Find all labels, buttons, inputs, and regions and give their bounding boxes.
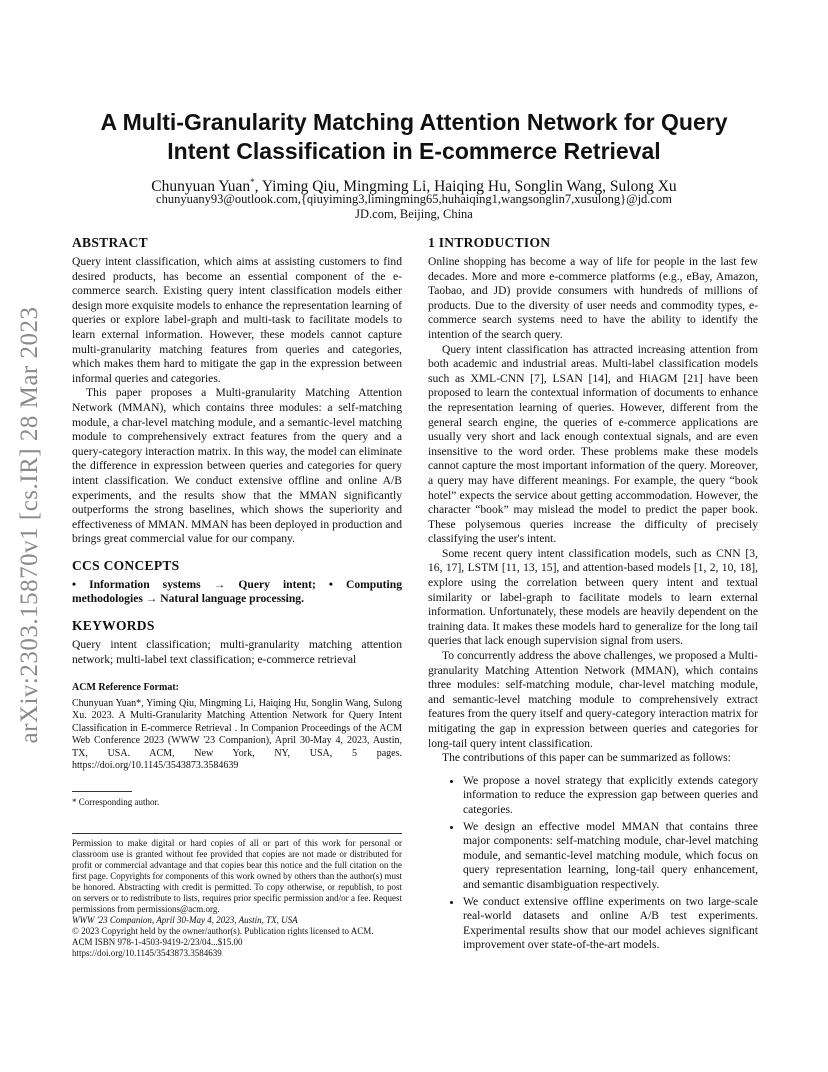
intro-paragraph-3: Some recent query intent classification models, such as CNN [3, 16, 17], LSTM [11, 13, 15], and attention-based models [1, 2, 10, 18], explore using the correlation between query intent and textual similarity or label-graph to facilitate models to learn external information. Unfortunately, these models are heavily dependent on the training data. It makes these models hard to generalize for the long tail queries that lack enough supervision signal from users. [428,546,758,648]
author-emails: chunyuany93@outlook.com,{qiuyiming3,limingming65,huhaiqing1,wangsonglin7,xusulong}@jd.com [156,192,672,206]
intro-paragraph-4: To concurrently address the above challenges, we proposed a Multi-granularity Matching Attention Network (MMAN), which contains three modules: self-matching module, char-level matching module, and semantic-level matching module to comprehensively extract features from the query itself and query-category interaction matrix for mitigating the gap in expression between queries and categories for long-tail query intent classification. [428,649,758,750]
ccs-concepts: • Information systems → Query intent; • Computing methodologies → Natural language processing. [72,577,402,606]
arxiv-stamp: arXiv:2303.15870v1 [cs.IR] 28 Mar 2023 [16,306,43,744]
list-item: • We propose a novel strategy that explicitly extends category information to reduce the expression gap between queries and categories. [463,774,758,818]
right-column [428,234,758,955]
abstract-paragraph-1: Query intent classification, which aims at assisting customers to find desired products, has become an essential component of the e-commerce search. Existing query intent classification models either design more exquisite models to enhance the representation learning of queries or explore label-graph and multi-task to facilitate models to learn external information. However, these models cannot capture multi-granularity matching features from queries and categories, which makes them hard to mitigate the gap in the expression between informal queries and categories. [72,255,402,385]
copyright-line: © 2023 Copyright held by the owner/author(s). Publication rights licensed to ACM. [72,926,374,937]
permission-rule [72,833,402,834]
abstract-paragraph-2: This paper proposes a Multi-granularity Matching Attention Network (MMAN), which contains three modules: a self-matching module, a char-level matching module, and a semantic-level matching module to comprehensively extract features from the query and a query-category interaction matrix. In this way, the model can eliminate the difference in expression between queries and categories for query intent classification. We conduct extensive offline and online A/B experiments, and the results show that the MMAN significantly outperforms the strong baselines, which shows the superiority and effectiveness of MMAN. MMAN has been deployed in production and brings great commercial value for our company. [72,386,402,546]
isbn-line: ACM ISBN 978-1-4503-9419-2/23/04...$15.00 [72,937,243,948]
ccs-heading: CCS CONCEPTS [72,557,180,573]
footnote: * Corresponding author. [72,796,160,807]
doi-line: https://doi.org/10.1145/3543873.3584639 [72,948,222,959]
permission-notice: Permission to make digital or hard copies of all or part of this work for personal or classroom use is granted without fee provided that copies are not made or distributed for profit or commercial advantage and that copies bear this notice and the full citation on the first page. Copyrights for components of this work owned by others than the author(s) must be honored. Abstracting with credit is permitted. To copy otherwise, or republish, to post on servers or to redistribute to lists, requires prior specific permission and/or a fee. Request permissions from permissions@acm.org. [72,838,402,915]
keywords-text: Query intent classification; multi-granularity matching attention network; multi-label text classification; e-commerce retrieval [72,638,402,666]
intro-paragraph-5: The contributions of this paper can be summarized as follows: [442,751,731,765]
keywords-heading: KEYWORDS [72,618,155,634]
paper-title: A Multi-Granularity Matching Attention Network for Query Intent Classification in E-commerce Retrieval [100,109,728,164]
footnote-rule [72,791,132,792]
intro-heading: 1 INTRODUCTION [428,235,551,250]
acm-ref-text: Chunyuan Yuan*, Yiming Qiu, Mingming Li, Haiqing Hu, Songlin Wang, Sulong Xu. 2023. A Multi-Granularity Matching Attention Network for Query Intent Classification in E-commerce Retrieval . In Companion Proceedings of the ACM Web Conference 2023 (WWW '23 Companion), April 30-May 4, 2023, Austin, TX, USA. ACM, New York, NY, USA, 5 pages. https://doi.org/10.1145/3543873.3584639 [72,697,402,772]
authors: Chunyuan Yuan*, Yiming Qiu, Mingming Li, Haiqing Hu, Songlin Wang, Sulong Xu [151,177,677,196]
intro-paragraph-1: Online shopping has become a way of life for people in the last few decades. More and more e-commerce platforms (e.g., eBay, Amazon, Taobao, and JD) provide consumers with hundreds of millions of products. Due to the diversity of user needs and commodity types, e-commerce search systems need to have the ability to identify the intention of the search query. [428,255,758,341]
left-column [72,234,402,959]
venue-line: WWW '23 Companion, April 30-May 4, 2023, Austin, TX, USA [72,915,298,926]
intro-paragraph-2: Query intent classification has attracted increasing attention from both academic and industrial areas. Multi-label classification models such as XML-CNN [7], LSAN [14], and HiAGM [21] have been proposed to learn the contextual information of documents to enhance the representation learning of queries. However, different from the general search engine, the queries of e-commerce applications are usually very short and lack enough contextual signals, and are even insensitive to the word order. These problems make these models cannot capture the most important information of the query. Moreover, a query may have different meanings. For example, the query “book hotel” expects the service about getting accommodation. However, the character “book” may mislead the model to predict the paper book. These polysemous queries increase the difficulty of precisely classifying the user's intent. [428,342,758,546]
abstract-heading: ABSTRACT [72,235,148,250]
list-item: • We conduct extensive offline experiments on two large-scale real-world datasets and online A/B test experiments. Experimental results show that our model achieves significant improvement over state-of-the-art models. [463,895,758,953]
acm-ref-heading: ACM Reference Format: [72,682,179,694]
list-item: • We design an effective model MMAN that contains three major components: self-matching module, char-level matching module, and semantic-level matching module, which focus on query representation learning, long-tail query enhancement, and semantic disambiguation respectively. [463,820,758,893]
affiliation: JD.com, Beijing, China [355,207,473,221]
contributions-list [428,774,758,953]
